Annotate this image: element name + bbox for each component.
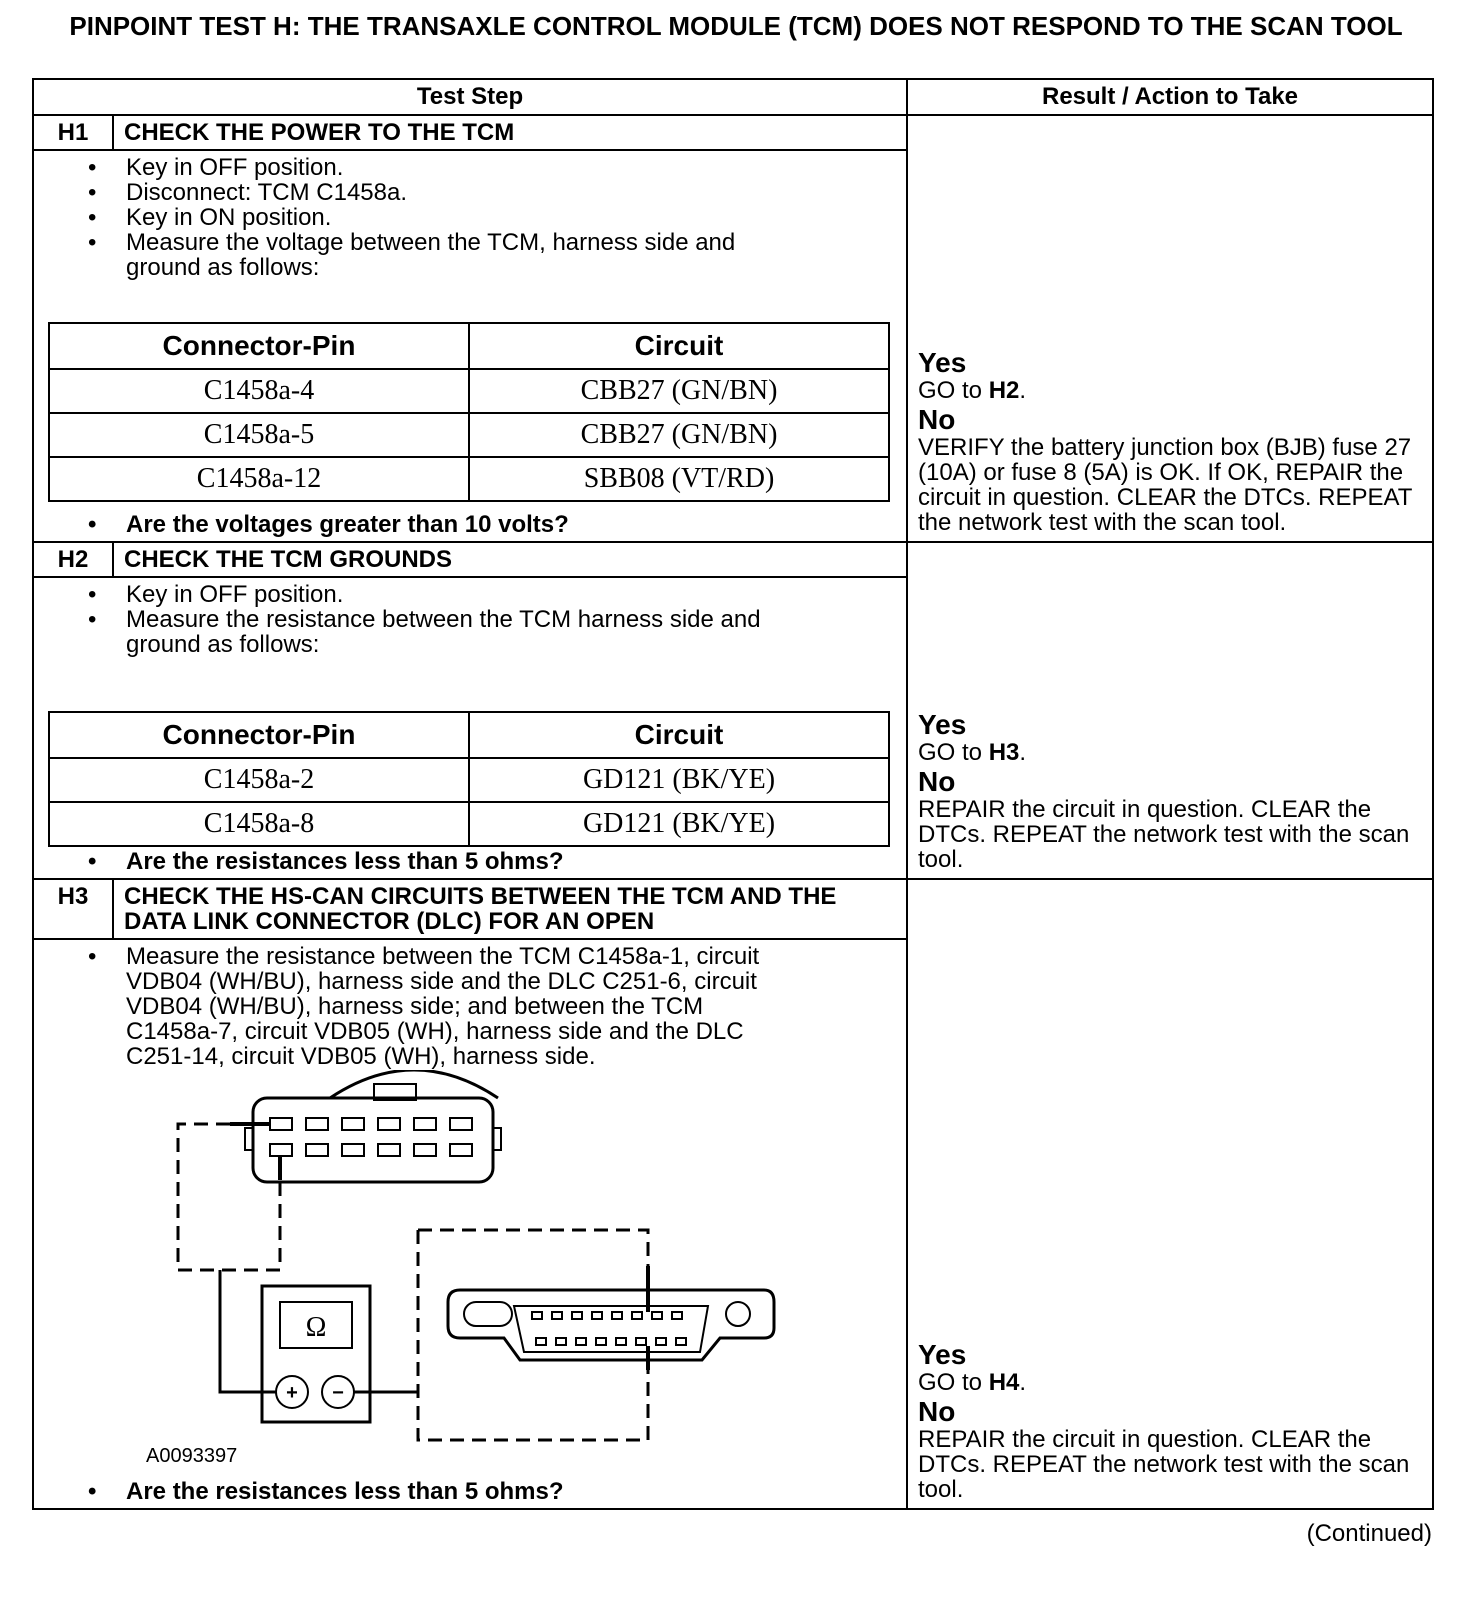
table-row [49, 457, 889, 501]
step-h3-result: Yes GO to H4. No REPAIR the circuit in question. CLEAR the DTCs. REPEAT the network test with the scan tool. [907, 879, 1433, 1509]
step-h1-bullets [34, 155, 906, 280]
yes-label: Yes [918, 347, 967, 378]
step-id: H2 [33, 542, 113, 577]
step-id: H3 [33, 879, 113, 939]
step-h1-pin-table [48, 322, 890, 502]
dlc-connector [448, 1290, 774, 1360]
pin-cell: C1458a-8 [49, 802, 469, 846]
pinpoint-test-table [32, 78, 1434, 1510]
table-row [49, 369, 889, 413]
yes-label: Yes [918, 709, 967, 740]
bullet: • Measure the voltage between the TCM, harness side and ground as follows: [126, 230, 786, 280]
bullet: • Measure the resistance between the TCM harness side and ground as follows: [126, 607, 806, 657]
bullet: • Key in OFF position. [126, 582, 906, 607]
circuit-header: Circuit [469, 323, 889, 369]
test-step-header: Test Step [33, 79, 907, 115]
step-h2-body [33, 577, 907, 879]
step-h2-question [34, 849, 564, 874]
circuit-cell: CBB27 (GN/BN) [469, 413, 889, 457]
step-h3-question [34, 1479, 564, 1504]
no-label: No [918, 1396, 956, 1427]
bullet: • Measure the resistance between the TCM C1458a-1, circuit VDB04 (WH/BU), harness side and the DLC C251-6, circuit VDB04 (WH/BU), harness side; and between the TCM C1458a-7, circuit VDB05 (WH), harness side and the DLC C251-14, circuit VDB05 (WH), harness side. [126, 944, 786, 1069]
step-h1-question [34, 512, 569, 537]
step-h1-title-row [33, 115, 1433, 150]
no-action: VERIFY the battery junction box (BJB) fuse 27 (10A) or fuse 8 (5A) is OK. If OK, REPAIR the circuit in question. CLEAR the DTCs. REPEAT the network test with the scan tool. [918, 434, 1412, 536]
step-h2-title-row [33, 542, 1433, 577]
table-row [49, 758, 889, 802]
yes-target: H3 [988, 739, 1020, 766]
tcm-connector [245, 1070, 501, 1182]
bullet: • Key in OFF position. [126, 155, 906, 180]
question: • Are the resistances less than 5 ohms? [126, 1479, 564, 1504]
circuit-cell: CBB27 (GN/BN) [469, 369, 889, 413]
question: • Are the resistances less than 5 ohms? [126, 849, 564, 874]
pin-cell: C1458a-5 [49, 413, 469, 457]
no-action: REPAIR the circuit in question. CLEAR the DTCs. REPEAT the network test with the scan tool. [918, 1426, 1410, 1503]
pin-header: Connector-Pin [49, 712, 469, 758]
bullet: • Disconnect: TCM C1458a. [126, 180, 906, 205]
pin-cell: C1458a-2 [49, 758, 469, 802]
table-header-row [33, 79, 1433, 115]
question: • Are the voltages greater than 10 volts? [126, 512, 569, 537]
ohm-symbol: Ω [305, 1312, 327, 1343]
continued-note: (Continued) [1306, 1520, 1432, 1547]
pin-cell: C1458a-4 [49, 369, 469, 413]
minus-terminal: − [332, 1382, 344, 1404]
step-title: CHECK THE TCM GROUNDS [113, 542, 907, 577]
step-h2-bullets [34, 582, 906, 657]
step-h2-result: Yes GO to H3. No REPAIR the circuit in question. CLEAR the DTCs. REPEAT the network test with the scan tool. [907, 542, 1433, 879]
page-title: PINPOINT TEST H: THE TRANSAXLE CONTROL MODULE (TCM) DOES NOT RESPOND TO THE SCAN TOOL [69, 11, 1403, 41]
pin-cell: C1458a-12 [49, 457, 469, 501]
circuit-cell: GD121 (BK/YE) [469, 802, 889, 846]
no-label: No [918, 404, 956, 435]
circuit-cell: SBB08 (VT/RD) [469, 457, 889, 501]
yes-prefix: GO to [918, 1369, 989, 1396]
circuit-cell: GD121 (BK/YE) [469, 758, 889, 802]
tcm-probe-lead [178, 1124, 280, 1270]
ohm-meter [262, 1286, 370, 1422]
step-h1-result: Yes GO to H2. No VERIFY the battery junction box (BJB) fuse 27 (10A) or fuse 8 (5A) is OK. If OK, REPAIR the circuit in question. CLEAR the DTCs. REPEAT the network test with the scan tool. [907, 115, 1433, 542]
result-header: Result / Action to Take [907, 79, 1433, 115]
yes-target: H2 [988, 377, 1020, 404]
step-h3-body [33, 939, 907, 1509]
bullet: • Key in ON position. [126, 205, 906, 230]
table-row [49, 802, 889, 846]
table-row [49, 413, 889, 457]
yes-prefix: GO to [918, 377, 989, 404]
no-action: REPAIR the circuit in question. CLEAR the DTCs. REPEAT the network test with the scan tool. [918, 796, 1410, 873]
plus-terminal: + [286, 1382, 298, 1404]
step-h3-bullets [34, 944, 906, 1069]
step-id: H1 [33, 115, 113, 150]
yes-label: Yes [918, 1339, 967, 1370]
yes-target: H4 [988, 1369, 1020, 1396]
circuit-header: Circuit [469, 712, 889, 758]
step-h3-title-row [33, 879, 1433, 939]
step-h2-pin-table [48, 711, 890, 847]
step-title: CHECK THE HS-CAN CIRCUITS BETWEEN THE TCM AND THE DATA LINK CONNECTOR (DLC) FOR AN OPEN [113, 879, 907, 939]
no-label: No [918, 766, 956, 797]
step-h1-body [33, 150, 907, 542]
measurement-diagram [134, 1070, 874, 1490]
step-title: CHECK THE POWER TO THE TCM [113, 115, 907, 150]
figure-id: A0093397 [146, 1445, 238, 1467]
pin-header: Connector-Pin [49, 323, 469, 369]
yes-prefix: GO to [918, 739, 989, 766]
meter-lead-positive [220, 1270, 276, 1392]
